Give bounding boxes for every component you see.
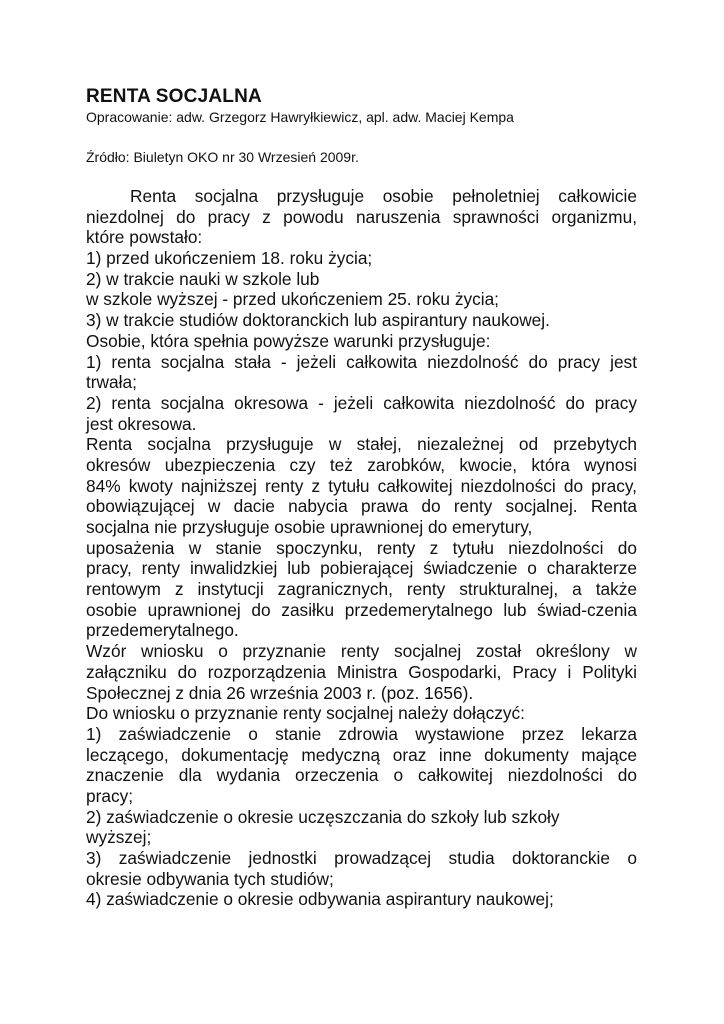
body-line: w szkole wyższej - przed ukończeniem 25. roku życia; — [86, 289, 499, 310]
body-line: 4) zaświadczenie o okresie odbywania aspirantury naukowej; — [86, 889, 554, 910]
body-line: okresie odbywania tych studiów; — [86, 868, 334, 889]
source-line: Źródło: Biuletyn OKO nr 30 Wrzesień 2009r. — [86, 149, 359, 165]
body-line: obowiązującej w dacie nabycia prawa do renty socjalnej. Renta — [86, 496, 637, 517]
body-line: 2) w trakcie nauki w szkole lub — [86, 268, 320, 289]
body-line: leczącego, dokumentację medyczną oraz inne dokumenty mające — [86, 744, 637, 765]
body-line: trwała; — [86, 372, 137, 393]
body-line: jest okresowa. — [86, 413, 197, 434]
body-line: 1) zaświadczenie o stanie zdrowia wystawione przez lekarza — [86, 723, 637, 744]
body-line: pracy; — [86, 785, 134, 806]
body-line: Wzór wniosku o przyznanie renty socjalnej został określony w — [86, 641, 637, 662]
body-line: okresów ubezpieczenia czy też zarobków, kwocie, która wynosi — [86, 454, 637, 475]
body-line: Do wniosku o przyznanie renty socjalnej należy dołączyć: — [86, 703, 525, 724]
body-line: które powstało: — [86, 227, 203, 248]
authors-line: Opracowanie: adw. Grzegorz Hawryłkiewicz, apl. adw. Maciej Kempa — [86, 109, 514, 125]
body-line: 1) renta socjalna stała - jeżeli całkowita niezdolność do pracy jest — [86, 351, 637, 372]
body-line: uposażenia w stanie spoczynku, renty z tytułu niezdolności do — [86, 537, 637, 558]
body-line: 3) zaświadczenie jednostki prowadzącej studia doktoranckie o — [86, 848, 637, 868]
body-line: osobie uprawnionej do zasiłku przedemerytalnego lub świad-czenia — [86, 599, 637, 620]
body-line: 2) renta socjalna okresowa - jeżeli całkowita niezdolność do pracy — [86, 392, 637, 413]
body-text — [86, 186, 637, 910]
body-line: rentowym z instytucji zagranicznych, renty strukturalnej, a także — [86, 579, 637, 600]
body-line: niezdolnej do pracy z powodu naruszenia sprawności organizmu, — [86, 206, 637, 227]
body-line: socjalna nie przysługuje osobie uprawnionej do emerytury, — [86, 517, 533, 537]
body-line: Renta socjalna przysługuje w stałej, niezależnej od przebytych — [86, 434, 637, 455]
body-line: 84% kwoty najniższej renty z tytułu całkowitej niezdolności do pracy, — [86, 475, 637, 496]
body-line: przedemerytalnego. — [86, 620, 239, 641]
document-title: RENTA SOCJALNA — [86, 86, 262, 107]
body-line: Osobie, która spełnia powyższe warunki przysługuje: — [86, 330, 491, 351]
body-line: wyższej; — [86, 827, 152, 848]
body-line: Renta socjalna przysługuje osobie pełnoletniej całkowicie — [130, 186, 637, 206]
body-line: 2) zaświadczenie o okresie uczęszczania do szkoły lub szkoły — [86, 806, 560, 827]
body-line: znaczenie dla wydania orzeczenia o całkowitej niezdolności do — [86, 765, 637, 786]
body-line: 3) w trakcie studiów doktoranckich lub aspirantury naukowej. — [86, 310, 550, 331]
body-line: Społecznej z dnia 26 września 2003 r. (poz. 1656). — [86, 682, 474, 703]
body-line: załączniku do rozporządzenia Ministra Gospodarki, Pracy i Polityki — [86, 661, 637, 682]
body-line: 1) przed ukończeniem 18. roku życia; — [86, 248, 373, 269]
body-line: pracy, renty inwalidzkiej lub pobierającej świadczenie o charakterze — [86, 558, 637, 579]
